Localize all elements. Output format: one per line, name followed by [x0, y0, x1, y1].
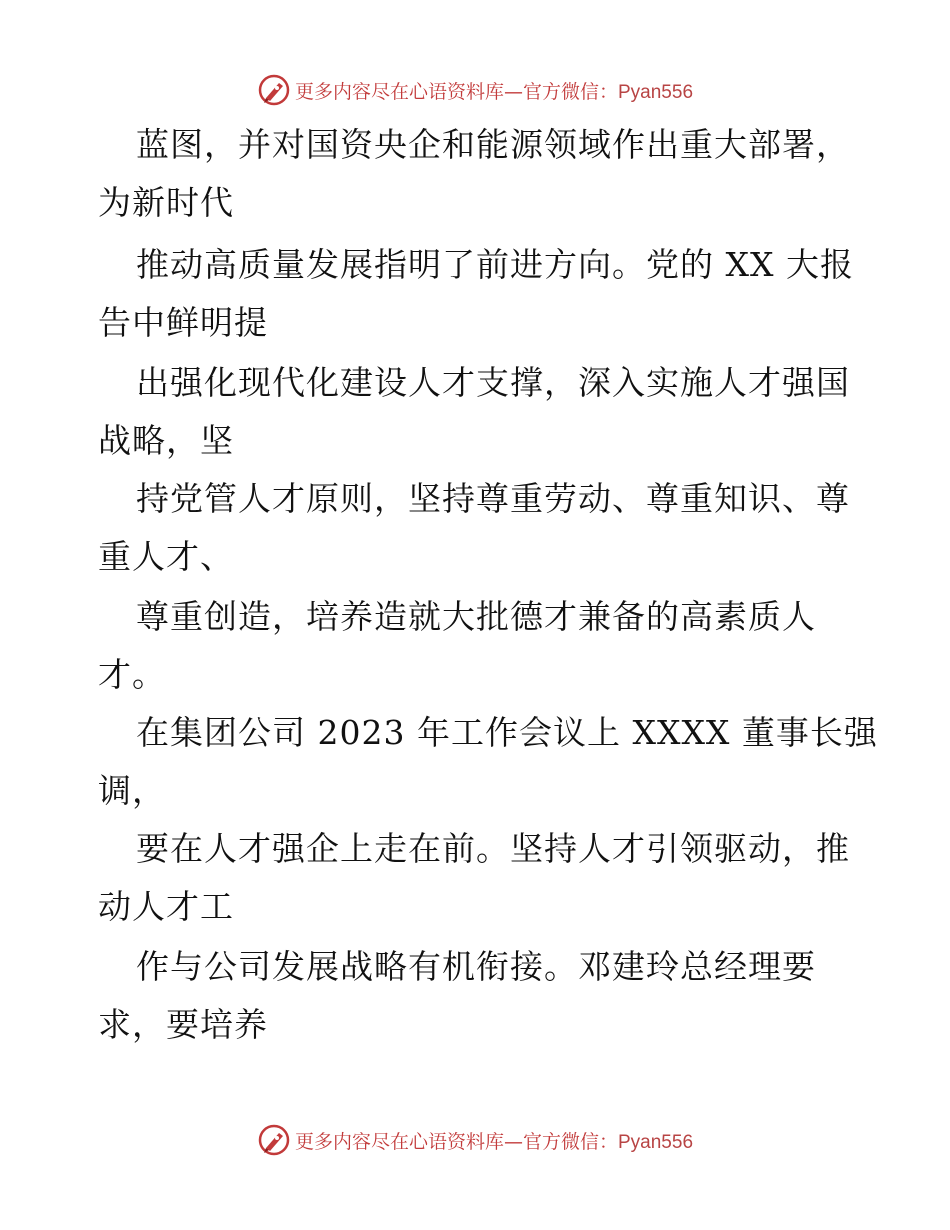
watermark-handle: Pyan556: [618, 1131, 694, 1153]
watermark-prefix: 更多内容尽在心语资料库—官方微信：: [294, 1130, 618, 1153]
watermark-handle: Pyan556: [618, 81, 694, 103]
body-line: 调，: [98, 771, 166, 810]
watermark-text: [295, 77, 693, 104]
body-line: 在集团公司 2023 年工作会议上 XXXX 董事长强: [136, 713, 878, 752]
watermark-text: [295, 1127, 693, 1154]
quill-pen-logo-icon: [257, 73, 291, 107]
footer-watermark: [0, 1120, 950, 1160]
body-line: 作与公司发展战略有机衔接。邓建玲总经理要: [136, 947, 816, 986]
body-line: 战略，坚: [98, 421, 234, 460]
body-line: 求，要培养: [98, 1005, 268, 1044]
body-line: 为新时代: [98, 183, 234, 222]
watermark-prefix: 更多内容尽在心语资料库—官方微信：: [294, 80, 618, 103]
body-line: 尊重创造，培养造就大批德才兼备的高素质人: [136, 597, 816, 636]
body-line: 要在人才强企上走在前。坚持人才引领驱动，推: [136, 829, 850, 868]
body-line: 出强化现代化建设人才支撑，深入实施人才强国: [136, 363, 850, 402]
body-line: 重人才、: [98, 537, 234, 576]
header-watermark: [0, 70, 950, 110]
quill-pen-logo-icon: [257, 1123, 291, 1157]
body-line: 推动高质量发展指明了前进方向。党的 XX 大报: [136, 245, 854, 284]
body-line: 才。: [98, 655, 166, 694]
body-line: 动人才工: [98, 887, 234, 926]
body-line: 告中鲜明提: [98, 303, 268, 342]
body-line: 蓝图，并对国资央企和能源领域作出重大部署，: [136, 125, 850, 164]
body-line: 持党管人才原则，坚持尊重劳动、尊重知识、尊: [136, 479, 850, 518]
